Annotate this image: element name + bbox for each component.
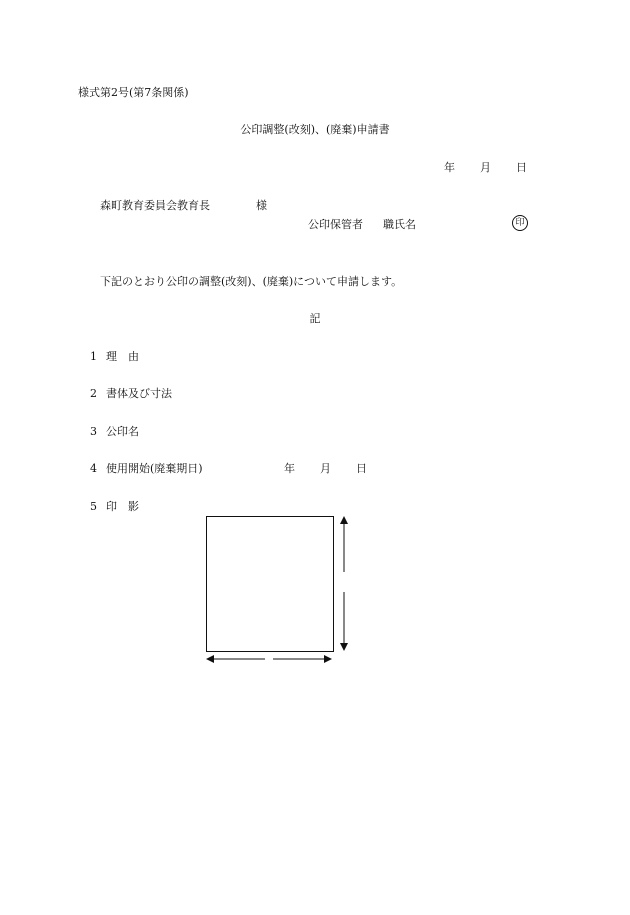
item-date-month-label: 月: [320, 462, 331, 475]
item-label-start-date: 使用開始(廃棄期日): [106, 462, 203, 475]
date-year-label: 年: [444, 161, 455, 174]
request-statement: 下記のとおり公印の調整(改刻)、(廃棄)について申請します。: [100, 275, 403, 288]
item-label-seal-name: 公印名: [106, 425, 139, 438]
item-label-typeface-size: 書体及び寸法: [106, 387, 172, 400]
form-number: 様式第2号(第7条関係): [78, 86, 189, 99]
item-date-day-label: 日: [356, 462, 367, 475]
addressee-honorific: 様: [256, 199, 267, 212]
addressee-name: 森町教育委員会教育長: [100, 199, 210, 212]
item-number: 4: [90, 462, 97, 475]
item-label-reason: 理 由: [106, 350, 139, 363]
applicant-name-label: 職氏名: [383, 218, 416, 231]
item-number: 2: [90, 387, 97, 400]
item-number: 5: [90, 500, 97, 513]
item-label-seal-impression: 印 影: [106, 500, 139, 513]
date-month-label: 月: [480, 161, 491, 174]
item-date-year-label: 年: [284, 462, 295, 475]
seal-mark-icon: 印: [512, 215, 528, 231]
item-number: 1: [90, 350, 97, 363]
document-title: 公印調整(改刻)、(廃棄)申請書: [240, 123, 390, 136]
item-number: 3: [90, 425, 97, 438]
applicant-role: 公印保管者: [308, 218, 363, 231]
date-day-label: 日: [516, 161, 527, 174]
ki-heading: 記: [309, 312, 321, 325]
